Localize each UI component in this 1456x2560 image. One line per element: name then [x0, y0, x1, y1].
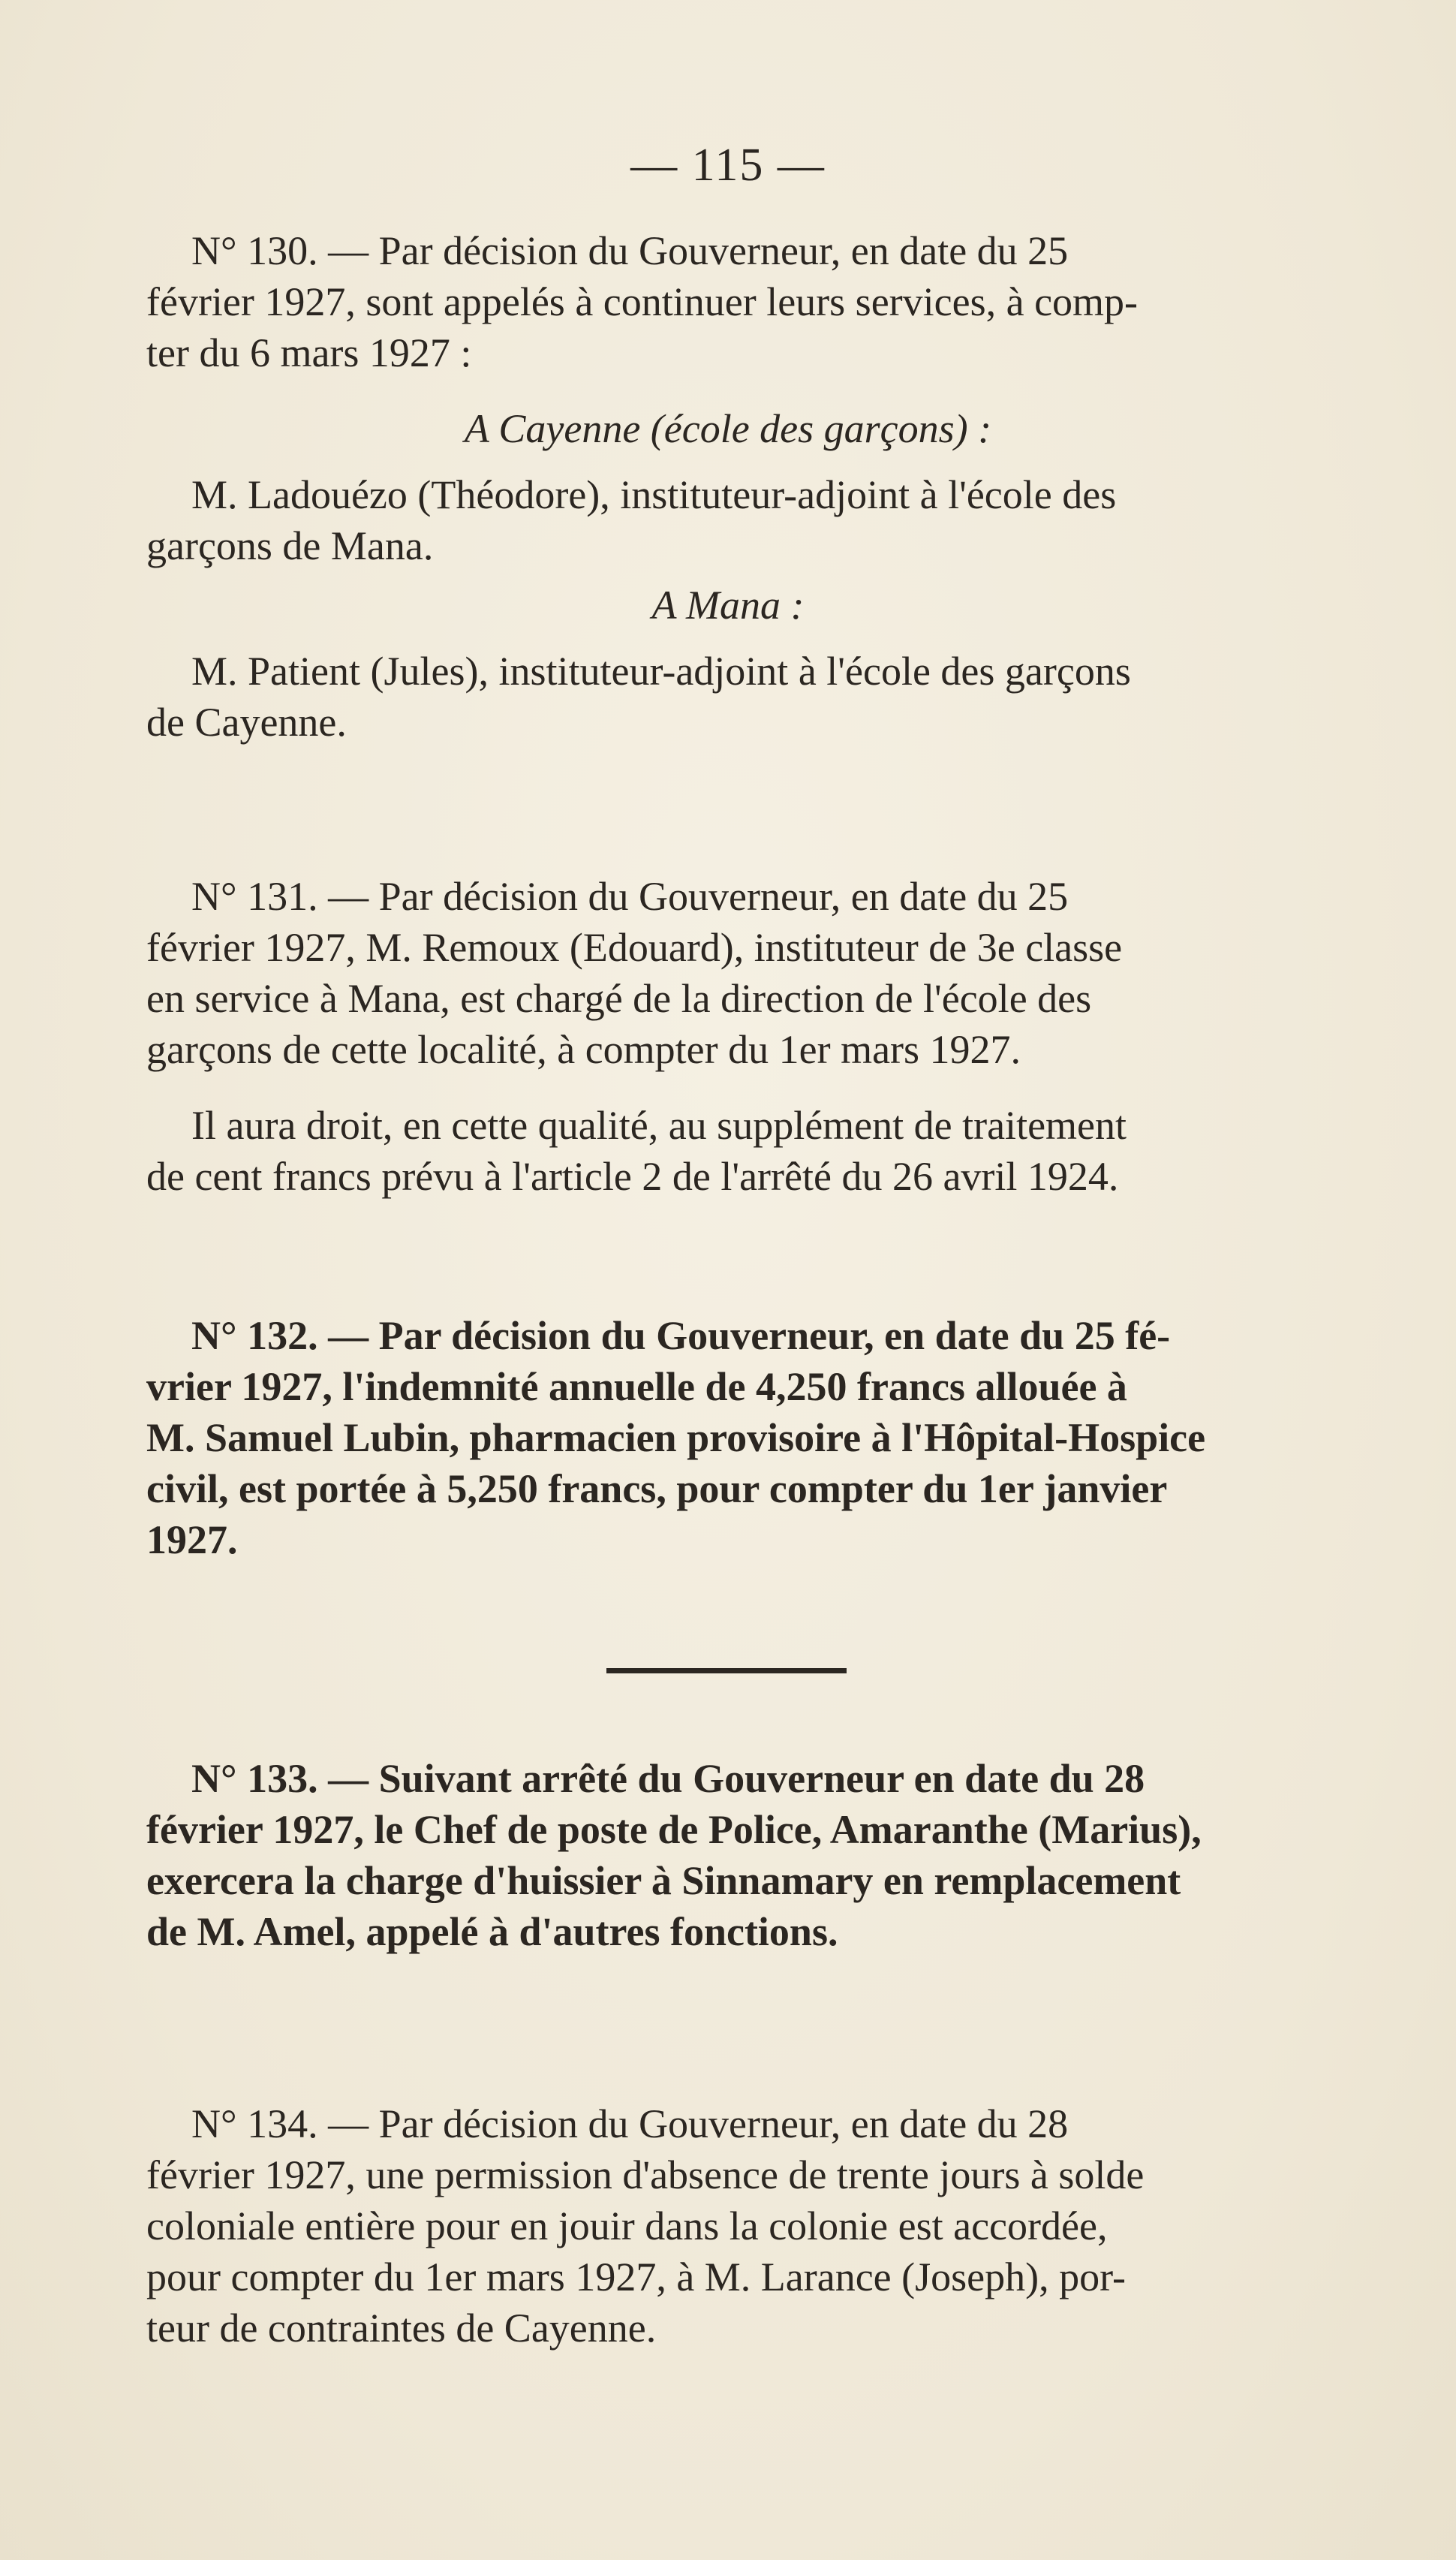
decision-130-line: N° 130. — Par décision du Gouverneur, en date du 25: [191, 228, 1069, 273]
heading-cayenne: A Cayenne (école des garçons) :: [464, 406, 992, 451]
decision-134-line: février 1927, une permission d'absence de trente jours à solde: [146, 2152, 1145, 2197]
entry-1-line: M. Ladouézo (Théodore), instituteur-adjoint à l'école des: [191, 472, 1117, 517]
decision-130-entry-1: [146, 469, 1347, 571]
decision-132-line: civil, est portée à 5,250 francs, pour compter du 1er janvier: [146, 1466, 1168, 1511]
decision-131-line: garçons de cette localité, à compter du 1er mars 1927.: [146, 1027, 1021, 1072]
decision-134-line: teur de contraintes de Cayenne.: [146, 2306, 657, 2351]
decision-134-line: N° 134. — Par décision du Gouverneur, en date du 28: [191, 2101, 1069, 2146]
decision-133-line: exercera la charge d'huissier à Sinnamary en remplacement: [146, 1858, 1181, 1903]
decision-132-line: M. Samuel Lubin, pharmacien provisoire à l'Hôpital-Hospice: [146, 1415, 1206, 1460]
decision-134-line: pour compter du 1er mars 1927, à M. Larance (Joseph), por-: [146, 2254, 1126, 2299]
decision-133-text: [146, 1753, 1347, 1957]
decision-132-line: 1927.: [146, 1517, 238, 1562]
decision-130-entry-2: [146, 646, 1347, 748]
decision-131-supplement-line: de cent francs prévu à l'article 2 de l'arrêté du 26 avril 1924.: [146, 1154, 1119, 1199]
decision-130-line: février 1927, sont appelés à continuer leurs services, à comp-: [146, 279, 1139, 324]
section-divider: [606, 1668, 847, 1673]
entry-2-line: M. Patient (Jules), instituteur-adjoint à l'école des garçons: [191, 649, 1131, 694]
decision-132-line: vrier 1927, l'indemnité annuelle de 4,250 francs allouée à: [146, 1364, 1127, 1409]
decision-131-text: [146, 871, 1347, 1075]
entry-2-line: de Cayenne.: [146, 700, 347, 745]
decision-131-line: N° 131. — Par décision du Gouverneur, en date du 25: [191, 874, 1069, 919]
decision-133-line: février 1927, le Chef de poste de Police, Amaranthe (Marius),: [146, 1807, 1202, 1852]
decision-131-supplement: [146, 1100, 1347, 1202]
decision-131-line: février 1927, M. Remoux (Edouard), instituteur de 3e classe: [146, 925, 1123, 970]
decision-130-line: ter du 6 mars 1927 :: [146, 330, 472, 375]
decision-131-supplement-line: Il aura droit, en cette qualité, au supplément de traitement: [191, 1103, 1127, 1148]
page-number: — 115 —: [630, 140, 826, 191]
heading-mana: A Mana :: [651, 583, 805, 628]
decision-133-line: de M. Amel, appelé à d'autres fonctions.: [146, 1909, 838, 1954]
decision-133-line: N° 133. — Suivant arrêté du Gouverneur en date du 28: [191, 1756, 1145, 1801]
decision-134-text: [146, 2098, 1347, 2354]
decision-130-text: [146, 225, 1347, 378]
decision-132-line: N° 132. — Par décision du Gouverneur, en date du 25 fé-: [191, 1313, 1171, 1358]
decision-131-line: en service à Mana, est chargé de la direction de l'école des: [146, 976, 1092, 1021]
entry-1-line: garçons de Mana.: [146, 523, 434, 568]
decision-134-line: coloniale entière pour en jouir dans la colonie est accordée,: [146, 2203, 1108, 2248]
decision-132-text: [146, 1310, 1347, 1565]
